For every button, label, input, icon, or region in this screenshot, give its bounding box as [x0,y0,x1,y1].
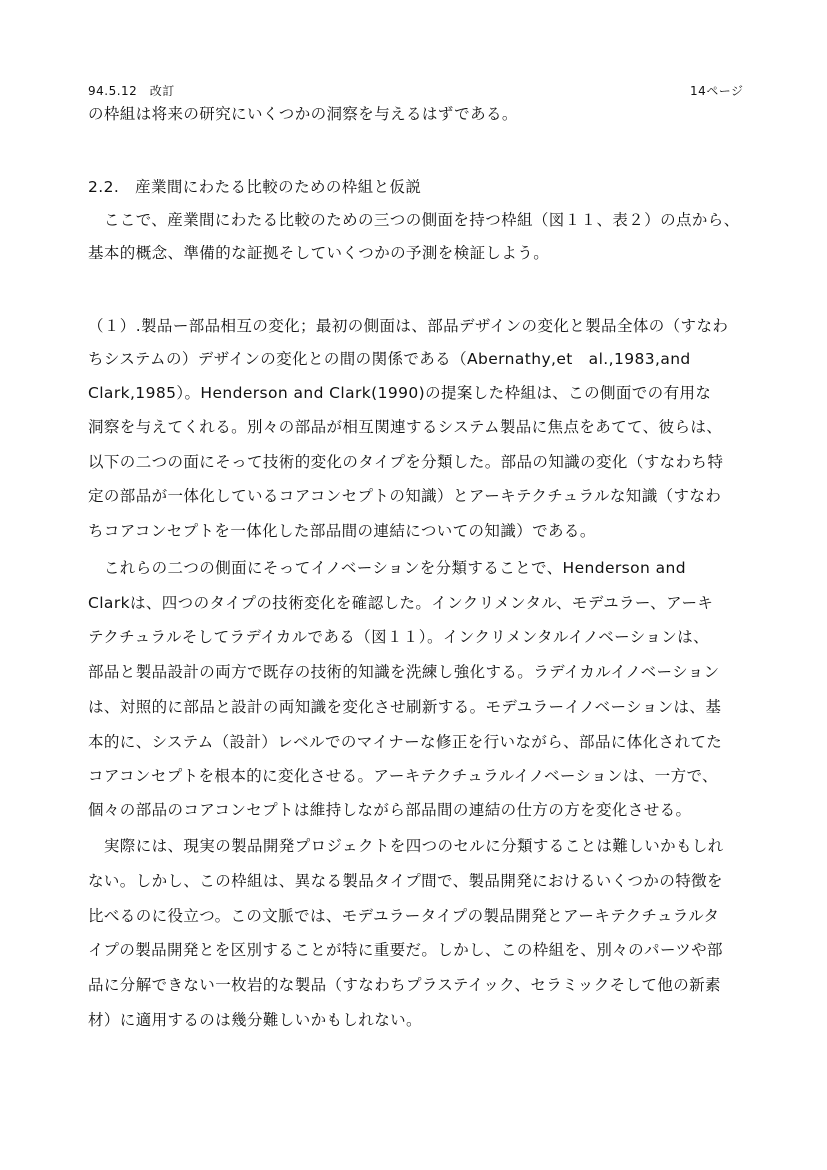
text-line: 基本的概念、準備的な証拠そしていくつかの予測を検証しよう。 [88,244,550,262]
text-line: （１）.製品ー部品相互の変化；最初の側面は、部品デザインの変化と製品全体の（すなわ [88,317,729,335]
text-line: Clark,1985）。Henderson and Clark(1990)の提案した枠組は、この側面での有用な [88,384,712,402]
text-line: ない。しかし、この枠組は、異なる製品タイプ間で、製品開発におけるいくつかの特徴を [88,872,723,890]
text-line: 以下の二つの面にそって技術的変化のタイプを分類した。部品の知識の変化（すなわち特 [88,453,724,471]
revision-date: 94.5.12 改訂 [88,84,175,98]
text-line: これらの二つの側面にそってイノベーションを分類することで、Henderson and [88,559,686,577]
text-line: 比べるのに役立つ。この文脈では、モデユラータイプの製品開発とアーキテクチュラルタ [88,907,720,925]
text-line: Clarkは、四つのタイプの技術変化を確認した。インクリメンタル、モデユラー、アーキ [88,594,714,612]
text-line: 材）に適用するのは幾分難しいかもしれない。 [88,1011,422,1029]
text-line: ちシステムの）デザインの変化との間の関係である（Abernathy,et al.,1983,and [88,350,691,368]
text-line: ちコアコンセプトを一体化した部品間の連結についての知識）である。 [88,522,596,540]
text-line: 本的に、システム（設計）レベルでのマイナーな修正を行いながら、部品に体化されてた [88,733,723,751]
text-line: 品に分解できない一枚岩的な製品（すなわちプラステイック、セラミックそして他の新素 [88,976,721,994]
text-line: 洞察を与えてくれる。別々の部品が相互関連するシステム製品に焦点をあてて、彼らは、 [88,418,723,436]
text-line: 部品と製品設計の両方で既存の技術的知識を洗練し強化する。ラデイカルイノベーション [88,663,720,681]
text-line: イプの製品開発とを区別することが特に重要だ。しかし、この枠組を、別々のパーツや部 [88,941,723,959]
text-line: 定の部品が一体化しているコアコンセプトの知識）とアーキテクチュラルな知識（すなわ [88,487,722,505]
section-heading: 2.2. 産業間にわたる比較のための枠組と仮説 [88,178,422,196]
text-line: 実際には、現実の製品開発プロジェクトを四つのセルに分類することは難しいかもしれ [88,837,724,855]
text-line: コアコンセプトを根本的に変化させる。アーキテクチュラルイノベーションは、一方で、 [88,767,718,785]
text-line: の枠組は将来の研究にいくつかの洞察を与えるはずである。 [88,105,518,123]
text-line: テクチュラルそしてラデイカルである（図１１）。インクリメンタルイノベーションは、 [88,628,709,646]
text-line: 個々の部品のコアコンセプトは維持しながら部品間の連結の仕方の方を変化させる。 [88,801,692,819]
page-number: 14ページ [690,84,744,98]
text-line: ここで、産業間にわたる比較のための三つの側面を持つ枠組（図１１、表２）の点から、 [88,211,740,229]
text-line: は、対照的に部品と設計の両知識を変化させ刷新する。モデユラーイノベーションは、基 [88,698,722,716]
